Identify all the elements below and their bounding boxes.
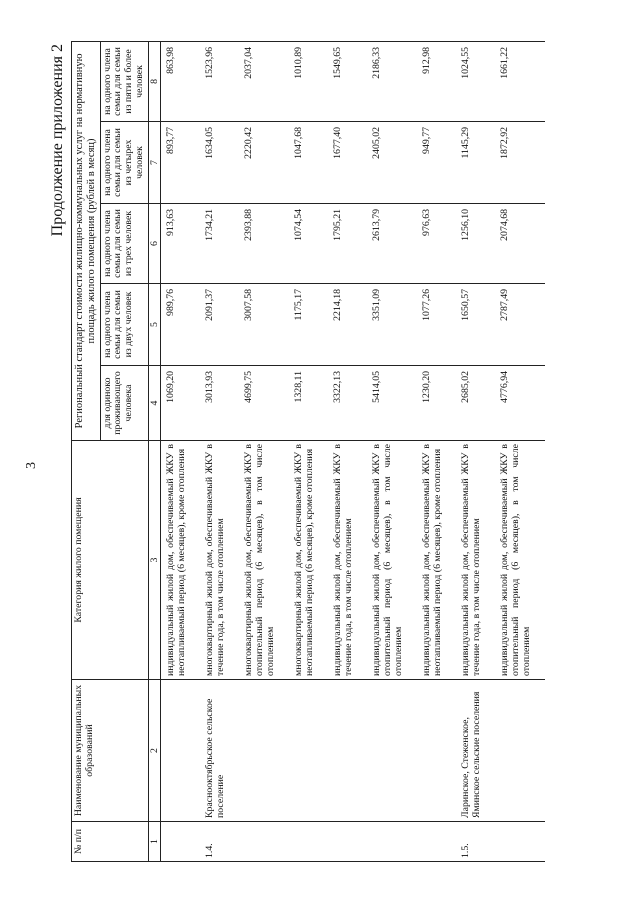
row-number: 1.4. <box>200 822 239 862</box>
housing-category: индивидуальный жилой дом, обеспечиваемый ЖКУ в неотапливаемый период (6 месяцев), кроме отопления <box>161 441 200 680</box>
housing-category: многоквартирный жилой дом, обеспечиваемый ЖКУ в неотапливаемый период (6 месяцев), кроме отопления <box>289 441 328 680</box>
table-row <box>289 41 328 861</box>
appendix-continuation: Продолжение приложения 2 <box>49 44 66 237</box>
standard-value: 1074,54 <box>289 204 328 284</box>
standard-value: 1010,89 <box>289 41 328 121</box>
row-number <box>161 822 200 862</box>
standard-value: 1328,11 <box>289 366 328 441</box>
column-index: 4 <box>149 366 161 441</box>
standard-value: 2405,02 <box>367 122 417 204</box>
header-sub-5: на одного члена семьи для семьи из пяти и более человек <box>100 41 149 121</box>
standard-value: 3351,09 <box>367 284 417 366</box>
standard-value: 2091,37 <box>200 284 239 366</box>
standard-value: 2613,79 <box>367 204 417 284</box>
header-category: Категория жилого помещения <box>72 441 149 680</box>
standard-value: 2214,18 <box>328 284 367 366</box>
column-index-row <box>149 41 161 861</box>
standard-value: 2220,42 <box>239 122 289 204</box>
table-row <box>239 41 289 861</box>
row-number <box>328 822 367 862</box>
table-row <box>456 41 495 861</box>
housing-category: индивидуальный жилой дом, обеспечиваемый ЖКУ в течение года, в том числе отоплением <box>328 441 367 680</box>
header-sub-3: на одного члена семьи для семьи из трех человек <box>100 204 149 284</box>
column-index: 5 <box>149 284 161 366</box>
standard-value: 4699,75 <box>239 366 289 441</box>
standard-value: 2074,68 <box>495 204 545 284</box>
housing-category: многоквартирный жилой дом, обеспечиваемый ЖКУ в течение года, в том числе отоплением <box>200 441 239 680</box>
tariff-table <box>71 41 545 862</box>
row-number: 1.5. <box>456 822 495 862</box>
table-row <box>367 41 417 861</box>
standard-value: 1677,40 <box>328 122 367 204</box>
table-row <box>161 41 200 861</box>
column-index: 2 <box>149 680 161 822</box>
municipality-name <box>417 680 456 822</box>
table-row <box>200 41 239 861</box>
standard-value: 3007,58 <box>239 284 289 366</box>
column-index: 7 <box>149 122 161 204</box>
standard-value: 1256,10 <box>456 204 495 284</box>
municipality-name: Краснооктябрьское сельское поселение <box>200 680 239 822</box>
standard-value: 3013,93 <box>200 366 239 441</box>
row-number <box>239 822 289 862</box>
housing-category: индивидуальный жилой дом, обеспечиваемый ЖКУ в течение года, в том числе отоплением <box>456 441 495 680</box>
municipality-name <box>495 680 545 822</box>
standard-value: 1047,68 <box>289 122 328 204</box>
standard-value: 2685,02 <box>456 366 495 441</box>
standard-value: 989,76 <box>161 284 200 366</box>
standard-value: 1872,92 <box>495 122 545 204</box>
standard-value: 2037,04 <box>239 41 289 121</box>
header-num: № п/п <box>72 822 149 862</box>
standard-value: 976,63 <box>417 204 456 284</box>
standard-value: 893,77 <box>161 122 200 204</box>
standard-value: 1549,65 <box>328 41 367 121</box>
standard-value: 3322,13 <box>328 366 367 441</box>
standard-value: 912,98 <box>417 41 456 121</box>
header-sub-2: на одного члена семьи для семьи из двух человек <box>100 284 149 366</box>
municipality-name <box>328 680 367 822</box>
row-number <box>367 822 417 862</box>
municipality-name: Ларинское, Стеженское, Яминское сельские поселения <box>456 680 495 822</box>
standard-value: 863,98 <box>161 41 200 121</box>
header-name: Наименование муниципальных образований <box>72 680 149 822</box>
standard-value: 1650,57 <box>456 284 495 366</box>
header-sub-1: для одиноко проживающего человека <box>100 366 149 441</box>
standard-value: 2787,49 <box>495 284 545 366</box>
header-sub-4: на одного члена семьи для семьи из четырех человек <box>100 122 149 204</box>
standard-value: 1734,21 <box>200 204 239 284</box>
column-index: 6 <box>149 204 161 284</box>
municipality-name <box>289 680 328 822</box>
table-header <box>72 41 161 861</box>
municipality-name <box>367 680 417 822</box>
standard-value: 949,77 <box>417 122 456 204</box>
standard-value: 1523,96 <box>200 41 239 121</box>
standard-value: 913,63 <box>161 204 200 284</box>
standard-value: 1077,26 <box>417 284 456 366</box>
standard-value: 1230,20 <box>417 366 456 441</box>
housing-category: многоквартирный жилой дом, обеспечиваемый ЖКУ в отопительный период (6 месяцев), в том числе отоплением <box>239 441 289 680</box>
housing-category: индивидуальный жилой дом, обеспечиваемый ЖКУ в отопительный период (6 месяцев), в том числе отоплением <box>495 441 545 680</box>
standard-value: 1634,05 <box>200 122 239 204</box>
standard-value: 1069,20 <box>161 366 200 441</box>
column-index: 8 <box>149 41 161 121</box>
standard-value: 5414,05 <box>367 366 417 441</box>
standard-value: 4776,94 <box>495 366 545 441</box>
standard-value: 2393,88 <box>239 204 289 284</box>
standard-value: 1024,55 <box>456 41 495 121</box>
municipality-name <box>161 680 200 822</box>
table-row <box>417 41 456 861</box>
row-number <box>417 822 456 862</box>
standard-value: 1661,22 <box>495 41 545 121</box>
standard-value: 1145,29 <box>456 122 495 204</box>
column-index: 3 <box>149 441 161 680</box>
standard-value: 2186,33 <box>367 41 417 121</box>
standard-value: 1795,21 <box>328 204 367 284</box>
row-number <box>289 822 328 862</box>
standard-value: 1175,17 <box>289 284 328 366</box>
table-row <box>328 41 367 861</box>
page-number: 3 <box>24 462 39 469</box>
header-standard: Региональный стандарт стоимости жилищно-коммунальных услуг на нормативную площадь жилого помещения (рублей в месяц) <box>72 41 101 440</box>
table-row <box>495 41 545 861</box>
table-body <box>161 41 545 861</box>
housing-category: индивидуальный жилой дом, обеспечиваемый ЖКУ в неотапливаемый период (6 месяцев), кроме отопления <box>417 441 456 680</box>
column-index: 1 <box>149 822 161 862</box>
row-number <box>495 822 545 862</box>
municipality-name <box>239 680 289 822</box>
housing-category: индивидуальный жилой дом, обеспечиваемый ЖКУ в отопительный период (6 месяцев), в том числе отоплением <box>367 441 417 680</box>
